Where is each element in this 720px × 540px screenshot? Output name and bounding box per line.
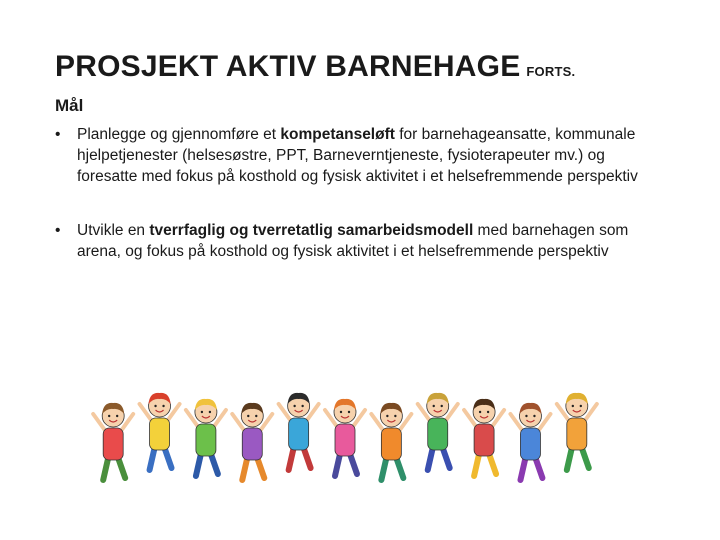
child-figure (464, 399, 504, 476)
child-figure (232, 403, 272, 480)
goal-list (55, 124, 665, 295)
slide-title-text: PROSJEKT AKTIV BARNEHAGE (55, 50, 521, 83)
child-figure (93, 403, 133, 480)
goal-text-bold: kompetanseløft (280, 126, 395, 143)
bullet-marker: • (55, 222, 61, 239)
child-figure (510, 403, 550, 480)
goal-item (55, 220, 665, 262)
goal-text-before: Utvikle en (77, 222, 150, 239)
goal-text-bold: tverrfaglig og tverretatlig samarbeidsmodell (149, 222, 474, 239)
goal-text-after: med barnehagen som arena, og fokus på kosthold og fysisk aktivitet i et helsefremmende perspektiv (77, 222, 629, 260)
child-figure (325, 399, 365, 476)
goal-text-after: for barnehageansatte, kommunale hjelpetjenester (helsesøstre, PPT, Barneverntjeneste, fysioterapeuter mv.) og foresatte med fokus på kosthold og fysisk aktivitet i et helsefremmende perspektiv (77, 126, 638, 185)
dancing-children-illustration (90, 380, 600, 490)
child-figure (279, 393, 319, 470)
goal-item (55, 124, 665, 187)
goal-text-before: Planlegge og gjennomføre et (77, 126, 281, 143)
section-heading: Mål (55, 96, 84, 115)
slide-title-suffix: FORTS. (526, 64, 576, 79)
child-figure (140, 393, 180, 470)
child-figure (186, 399, 226, 476)
child-figure (418, 393, 458, 470)
child-figure (371, 403, 411, 480)
slide-title (55, 50, 575, 84)
child-figure (557, 393, 597, 470)
bullet-marker: • (55, 126, 61, 143)
